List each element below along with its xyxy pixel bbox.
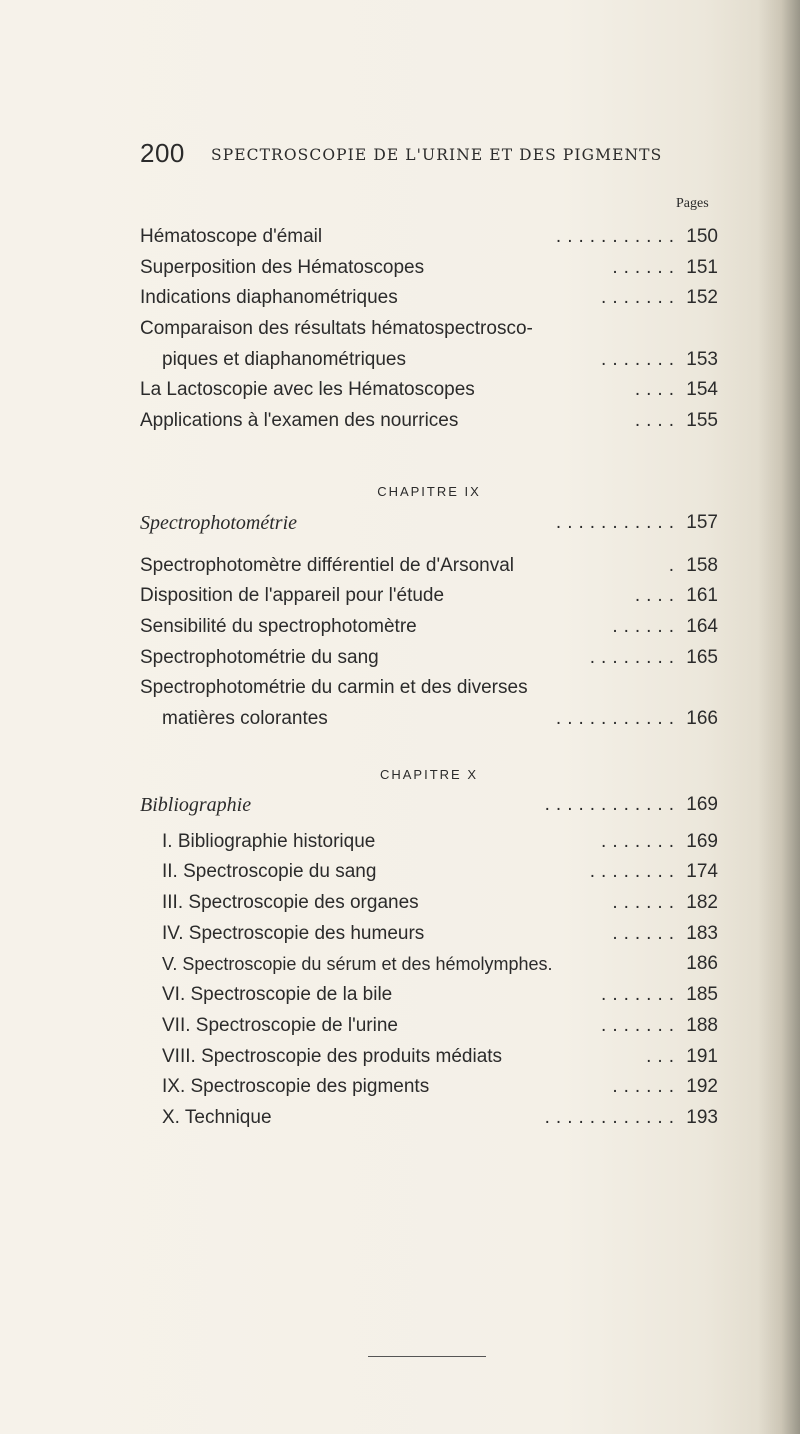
toc-entry-text: X. Technique bbox=[162, 1106, 272, 1128]
toc-chapter-title bbox=[140, 508, 718, 539]
toc-entry-text: Applications à l'examen des nourrices bbox=[140, 410, 459, 432]
toc-leader: ............ bbox=[544, 794, 680, 815]
toc-leader: ............ bbox=[544, 1106, 680, 1128]
page-edge-shadow bbox=[758, 0, 800, 1434]
toc-entry-text: matières colorantes bbox=[162, 708, 328, 730]
toc-entry bbox=[140, 406, 718, 437]
toc-entry bbox=[140, 253, 718, 284]
toc-entry-text: Comparaison des résultats hématospectrosco- bbox=[140, 318, 533, 340]
toc-leader: ...... bbox=[612, 922, 680, 944]
toc-entry bbox=[140, 949, 718, 980]
toc-leader: ....... bbox=[601, 830, 680, 852]
toc-entry-text: VI. Spectroscopie de la bile bbox=[162, 984, 393, 1006]
toc-entry bbox=[140, 857, 718, 888]
toc-page-number: 192 bbox=[686, 1076, 718, 1098]
toc-leader: ...... bbox=[612, 892, 680, 914]
toc-entry bbox=[140, 643, 718, 674]
pages-column-label: Pages bbox=[676, 196, 709, 211]
toc-chapter-title bbox=[140, 790, 718, 821]
chapter-ix-heading: CHAPITRE IX bbox=[377, 484, 481, 499]
toc-entry-text: Spectrophotométrie du carmin et des diverses bbox=[140, 677, 528, 699]
toc-page-number: 174 bbox=[686, 861, 718, 883]
toc-page-number: 183 bbox=[686, 922, 718, 944]
toc-entry-text: IX. Spectroscopie des pigments bbox=[162, 1076, 430, 1098]
toc-page-number: 161 bbox=[686, 585, 718, 607]
toc-page-number: 158 bbox=[686, 554, 718, 576]
toc-page-number: 193 bbox=[686, 1106, 718, 1128]
toc-leader: ....... bbox=[601, 1014, 680, 1036]
toc-page-number: 152 bbox=[686, 287, 718, 309]
running-title: SPECTROSCOPIE DE L'URINE ET DES PIGMENTS bbox=[211, 146, 663, 164]
toc-leader: ....... bbox=[601, 984, 680, 1006]
toc-leader: ........... bbox=[555, 226, 680, 247]
toc-entry bbox=[140, 673, 718, 704]
toc-entry-text: IV. Spectroscopie des humeurs bbox=[162, 922, 425, 944]
toc-entry-text: III. Spectroscopie des organes bbox=[162, 892, 419, 914]
toc-page-number: 186 bbox=[686, 953, 718, 975]
toc-entry-text: II. Spectroscopie du sang bbox=[162, 861, 377, 883]
toc-leader: ...... bbox=[612, 256, 680, 278]
toc-leader: ........... bbox=[555, 512, 680, 533]
toc-entry bbox=[140, 704, 718, 735]
toc-entry bbox=[140, 919, 718, 950]
page-number: 200 bbox=[140, 138, 185, 168]
toc-entry bbox=[140, 551, 718, 582]
toc-entry-text: Spectrophotométrie du sang bbox=[140, 646, 379, 668]
toc-entry-text: VIII. Spectroscopie des produits médiats bbox=[162, 1045, 503, 1067]
toc-entry-text: I. Bibliographie historique bbox=[162, 830, 376, 852]
toc-entry-text: VII. Spectroscopie de l'urine bbox=[162, 1014, 398, 1036]
toc-entry bbox=[140, 581, 718, 612]
toc-entry bbox=[140, 283, 718, 314]
toc-leader: .... bbox=[634, 585, 680, 607]
toc-leader: ....... bbox=[601, 348, 680, 370]
toc-entry-text: piques et diaphanométriques bbox=[162, 348, 407, 370]
toc-entry bbox=[140, 1042, 718, 1073]
toc-entry-text: Spectrophotomètre différentiel de d'Arsonval bbox=[140, 554, 514, 576]
toc-chapter-x bbox=[140, 790, 718, 1134]
toc-entry bbox=[140, 345, 718, 376]
toc-page-number: 188 bbox=[686, 1014, 718, 1036]
end-rule bbox=[368, 1356, 486, 1357]
toc-entry-text: Disposition de l'appareil pour l'étude bbox=[140, 585, 445, 607]
toc-leader: ....... bbox=[601, 287, 680, 309]
toc-leader: ...... bbox=[612, 616, 680, 638]
toc-page-number: 154 bbox=[686, 379, 718, 401]
toc-page-number: 164 bbox=[686, 616, 718, 638]
toc-entry-text: V. Spectroscopie du sérum et des hémolymphes. bbox=[162, 954, 553, 975]
toc-entry-text: Spectrophotométrie bbox=[140, 512, 298, 534]
toc-leader: .... bbox=[634, 410, 680, 432]
toc-entry bbox=[140, 314, 718, 345]
toc-page-number: 151 bbox=[686, 256, 718, 278]
toc-leader: ...... bbox=[612, 1076, 680, 1098]
toc-entry bbox=[140, 888, 718, 919]
toc-entry-text: Bibliographie bbox=[140, 794, 252, 816]
toc-entry bbox=[140, 980, 718, 1011]
toc-leader: ... bbox=[646, 1045, 680, 1067]
toc-page-number: 185 bbox=[686, 984, 718, 1006]
toc-entry-text: La Lactoscopie avec les Hématoscopes bbox=[140, 379, 475, 401]
chapter-x-heading: CHAPITRE X bbox=[379, 767, 478, 782]
toc-entry-text: Superposition des Hématoscopes bbox=[140, 256, 425, 278]
toc-page-number: 150 bbox=[686, 226, 718, 247]
toc-entry bbox=[140, 1011, 718, 1042]
toc-entry bbox=[140, 612, 718, 643]
toc-leader: .... bbox=[634, 379, 680, 401]
toc-leader: ........ bbox=[589, 646, 680, 668]
toc-entry-text: Sensibilité du spectrophotomètre bbox=[140, 616, 417, 638]
toc-page-number: 166 bbox=[686, 708, 718, 730]
toc-leader: ........... bbox=[555, 708, 680, 730]
toc-leader: . bbox=[668, 554, 680, 576]
toc-entry-text: Indications diaphanométriques bbox=[140, 287, 398, 309]
toc-page-number: 157 bbox=[686, 512, 718, 533]
toc-page-number: 169 bbox=[686, 830, 718, 852]
page-header bbox=[140, 138, 725, 178]
toc-section-top bbox=[140, 222, 718, 437]
toc-entry bbox=[140, 827, 718, 858]
toc-page-number: 191 bbox=[686, 1045, 718, 1067]
toc-page-number: 165 bbox=[686, 646, 718, 668]
toc-entry-text: Hématoscope d'émail bbox=[140, 226, 323, 247]
toc-page-number: 153 bbox=[686, 348, 718, 370]
toc-entry bbox=[140, 1072, 718, 1103]
toc-entry bbox=[140, 222, 718, 253]
toc-entry bbox=[140, 1103, 718, 1134]
toc-page-number: 169 bbox=[686, 794, 718, 815]
toc-page-number: 155 bbox=[686, 410, 718, 432]
toc-chapter-ix bbox=[140, 508, 718, 735]
toc-leader: ........ bbox=[589, 861, 680, 883]
toc-page-number: 182 bbox=[686, 892, 718, 914]
toc-entry bbox=[140, 375, 718, 406]
